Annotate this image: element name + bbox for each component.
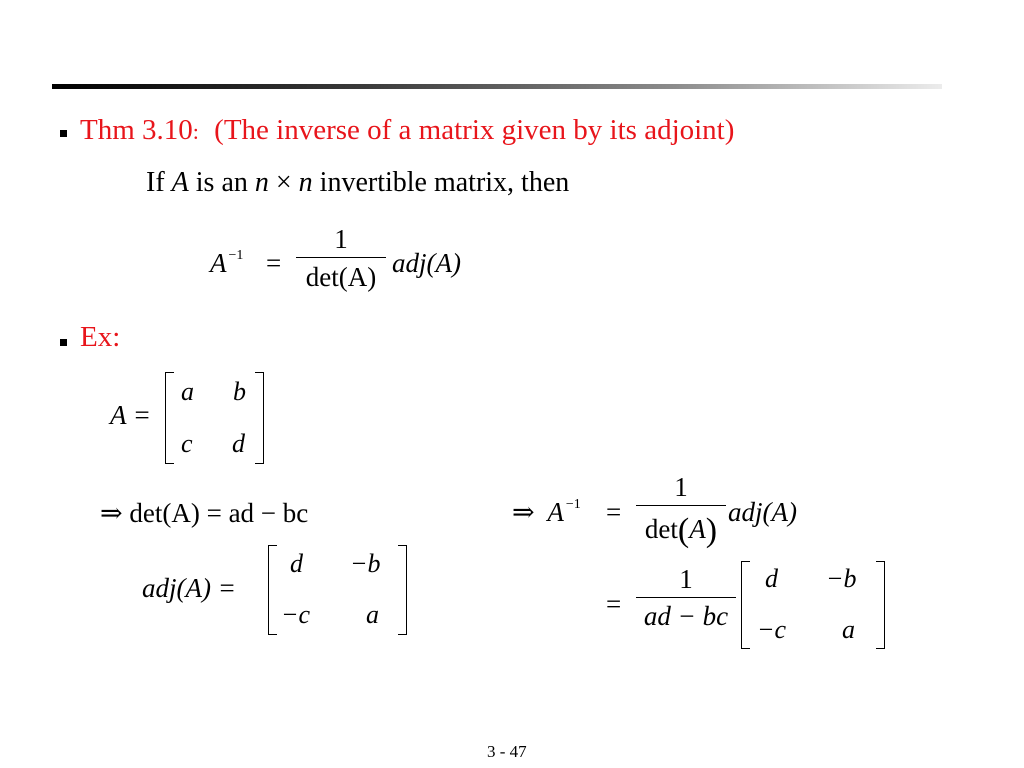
adjoint-left-bracket (268, 545, 277, 635)
inverse-fraction-2: 1 ad − bc (636, 566, 736, 630)
result-cell: −c (757, 615, 787, 644)
theorem-heading (80, 116, 734, 145)
formula-inverse-lhs: A $^{-1}$ (210, 248, 244, 278)
matrix-a-cell: c (181, 429, 193, 458)
adjoint-cell: −b (350, 549, 381, 578)
theorem-label: Thm 3.10 (80, 114, 193, 146)
formula-adjoint: adj(A) (392, 248, 461, 278)
page-number: 3 - 47 (487, 742, 527, 761)
result-cell: d (765, 564, 778, 593)
result-cell: a (842, 615, 855, 644)
formula-equals: = (266, 248, 282, 278)
fraction-bar (636, 505, 726, 506)
theorem-colon: : (192, 119, 199, 144)
adjoint-cell: a (366, 600, 379, 629)
fraction-denominator: det(A) (305, 262, 377, 293)
determinant-line: ⇒ det(A) = ad − bc (100, 498, 309, 528)
example-label: Ex: (80, 321, 121, 353)
result-right-bracket (876, 561, 885, 649)
inverse-equals-2: = (606, 589, 622, 619)
matrix-a-left-bracket (165, 372, 174, 464)
adjoint-cell: −c (281, 600, 311, 629)
title-divider (52, 84, 942, 89)
adjoint-cell: d (290, 549, 303, 578)
fraction-numerator: 1 (334, 224, 348, 254)
inverse-fraction: 1 det(A) (636, 474, 726, 545)
matrix-a-cell: b (233, 377, 246, 406)
matrix-a-right-bracket (255, 372, 264, 464)
fraction-bar (296, 257, 386, 258)
fraction-bar (636, 597, 736, 598)
inverse-adjoint: adj(A) (728, 497, 797, 527)
matrix-a-cell: d (232, 429, 245, 458)
bullet-icon (60, 130, 67, 137)
inverse-result-lhs: ⇒ A $^{-1}$ (512, 497, 581, 527)
matrix-a-lhs: A = (110, 400, 151, 430)
formula-fraction (296, 226, 386, 291)
matrix-a-cell: a (181, 377, 194, 406)
adjoint-lhs: adj(A) = (142, 573, 236, 603)
bullet-icon (60, 339, 67, 346)
result-cell: −b (826, 564, 857, 593)
result-left-bracket (741, 561, 750, 649)
theorem-condition: If A is an n × n invertible matrix, then (146, 167, 570, 198)
theorem-title: (The inverse of a matrix given by its adjoint) (214, 114, 735, 146)
inverse-equals: = (606, 497, 622, 527)
adjoint-right-bracket (398, 545, 407, 635)
